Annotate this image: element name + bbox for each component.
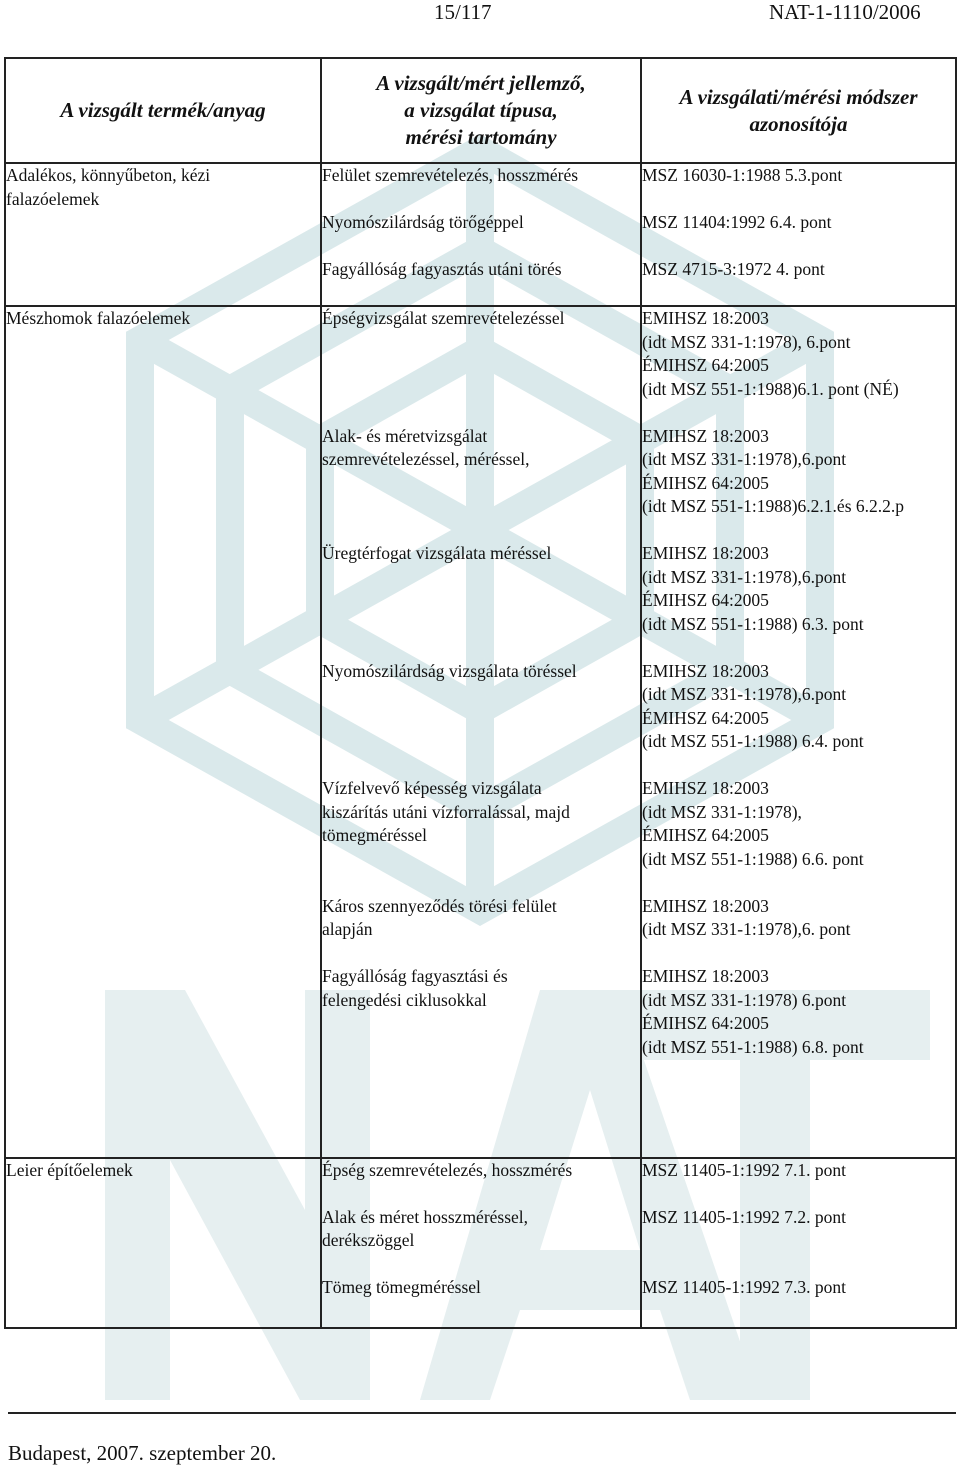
page-number: 15/117 (434, 0, 492, 24)
table-row (5, 163, 956, 306)
table-row (5, 306, 956, 1157)
document-id: NAT-1-1110/2006 (769, 0, 921, 24)
test-item (322, 777, 640, 871)
spacer-line (322, 613, 640, 637)
method-text: MSZ 11405-1:1992 7.2. pont (642, 1206, 847, 1227)
test-text: Üregtérfogat vizsgálata méréssel (322, 543, 552, 564)
method-text: ÉMIHSZ 64:2005 (642, 825, 769, 846)
method-item (642, 1276, 955, 1300)
test-text: Alak- és méretvizsgálat (322, 425, 488, 446)
product-cell (5, 1158, 321, 1328)
method-item (642, 1159, 955, 1183)
spacer-line (322, 730, 640, 754)
test-text: Alak és méret hosszméréssel, (322, 1206, 529, 1227)
test-item (322, 895, 640, 942)
spacer-line (322, 707, 640, 731)
test-text: alapján (322, 919, 373, 940)
method-item (642, 542, 955, 636)
method-text: MSZ 4715-3:1972 4. pont (642, 259, 825, 279)
method-text: ÉMIHSZ 64:2005 (642, 355, 769, 376)
product-cell (5, 306, 321, 1157)
test-cell (321, 1158, 641, 1328)
spacer-line (322, 495, 640, 519)
method-item (642, 258, 955, 282)
method-item (642, 425, 955, 519)
method-text: (idt MSZ 551-1:1988) 6.3. pont (642, 613, 864, 634)
spacer-line (322, 1012, 640, 1036)
test-item (322, 1206, 640, 1253)
spacer-line (322, 589, 640, 613)
footer-divider (8, 1412, 956, 1414)
test-text: Fagyállóság fagyasztási és (322, 966, 508, 987)
product-text: falazóelemek (6, 188, 100, 209)
test-item (322, 307, 640, 401)
method-text: ÉMIHSZ 64:2005 (642, 1013, 769, 1034)
method-text: ÉMIHSZ 64:2005 (642, 707, 769, 728)
test-item (322, 164, 640, 188)
test-item (322, 425, 640, 519)
test-item (322, 660, 640, 754)
test-item (322, 1159, 640, 1183)
test-item (322, 1276, 640, 1300)
test-item (322, 965, 640, 1059)
test-text: tömegméréssel (322, 825, 427, 846)
test-text: Felület szemrevételezés, hosszmérés (322, 165, 579, 185)
product-text: Leier építőelemek (6, 1159, 133, 1180)
table-row (5, 1158, 956, 1328)
method-text: (idt MSZ 331-1:1978),6.pont (642, 684, 847, 705)
column-header-method: A vizsgálati/mérési módszer azonosítója (641, 58, 956, 163)
method-text: (idt MSZ 331-1:1978) 6.pont (642, 989, 847, 1010)
spacer-line (322, 1036, 640, 1060)
method-text: (idt MSZ 331-1:1978), 6.pont (642, 331, 851, 352)
spacer-line (322, 683, 640, 707)
method-text: (idt MSZ 551-1:1988) 6.8. pont (642, 1036, 864, 1057)
test-text: Nyomószilárdság törőgéppel (322, 212, 524, 232)
method-text (642, 1229, 955, 1253)
method-text: (idt MSZ 551-1:1988)6.1. pont (NÉ) (642, 378, 899, 399)
method-item (642, 660, 955, 754)
method-item (642, 211, 955, 235)
method-item (642, 777, 955, 871)
method-text: (idt MSZ 551-1:1988)6.2.1.és 6.2.2.p (642, 496, 905, 517)
method-item (642, 965, 955, 1059)
method-text: EMIHSZ 18:2003 (642, 895, 769, 916)
method-text: MSZ 11404:1992 6.4. pont (642, 212, 832, 232)
product-text: Mészhomok falazóelemek (6, 308, 191, 329)
product-cell (5, 163, 321, 306)
method-text: MSZ 11405-1:1992 7.3. pont (642, 1277, 847, 1298)
test-text: Nyomószilárdság vizsgálata töréssel (322, 660, 577, 681)
test-text: felengedési ciklusokkal (322, 989, 487, 1010)
method-text: EMIHSZ 18:2003 (642, 425, 769, 446)
test-item (322, 211, 640, 235)
method-text: MSZ 11405-1:1992 7.1. pont (642, 1159, 847, 1180)
test-cell (321, 306, 641, 1157)
method-text: (idt MSZ 331-1:1978),6.pont (642, 449, 847, 470)
column-header-test: A vizsgált/mért jellemző, a vizsgálat típusa, mérési tartomány (321, 58, 641, 163)
spacer-line (322, 331, 640, 355)
test-item (322, 542, 640, 636)
spacer-line (322, 848, 640, 872)
method-item (642, 307, 955, 401)
spacer-line (322, 354, 640, 378)
spacer-line (322, 378, 640, 402)
method-item (642, 164, 955, 188)
test-text: Fagyállóság fagyasztás utáni törés (322, 259, 562, 279)
footer-place-date: Budapest, 2007. szeptember 20. (8, 1441, 277, 1465)
method-text: (idt MSZ 331-1:1978),6.pont (642, 566, 847, 587)
method-text: ÉMIHSZ 64:2005 (642, 472, 769, 493)
table-header-row (5, 58, 956, 163)
test-text: Vízfelvevő képesség vizsgálata (322, 778, 542, 799)
method-text: (idt MSZ 551-1:1988) 6.4. pont (642, 731, 864, 752)
method-cell (641, 306, 956, 1157)
method-text: MSZ 16030-1:1988 5.3.pont (642, 165, 843, 185)
test-text: derékszöggel (322, 1230, 415, 1251)
test-item (322, 258, 640, 282)
column-header-product: A vizsgált termék/anyag (5, 58, 321, 163)
test-cell (321, 163, 641, 306)
method-text: EMIHSZ 18:2003 (642, 966, 769, 987)
method-text: EMIHSZ 18:2003 (642, 308, 769, 329)
method-item (642, 895, 955, 942)
method-text: EMIHSZ 18:2003 (642, 543, 769, 564)
method-item (642, 1206, 955, 1253)
test-text: kiszárítás utáni vízforralással, majd (322, 801, 570, 822)
product-text: Adalékos, könnyűbeton, kézi (6, 165, 211, 185)
test-text: Épség szemrevételezés, hosszmérés (322, 1159, 573, 1180)
method-text: (idt MSZ 551-1:1988) 6.6. pont (642, 848, 864, 869)
test-text: Épségvizsgálat szemrevételezéssel (322, 308, 565, 329)
method-text: ÉMIHSZ 64:2005 (642, 590, 769, 611)
method-text: (idt MSZ 331-1:1978), (642, 801, 802, 822)
test-text: Tömeg tömegméréssel (322, 1277, 481, 1298)
test-text: szemrevételezéssel, méréssel, (322, 449, 530, 470)
accreditation-table (4, 57, 957, 1329)
method-text: EMIHSZ 18:2003 (642, 660, 769, 681)
method-cell (641, 163, 956, 306)
spacer-line (322, 566, 640, 590)
method-text: (idt MSZ 331-1:1978),6. pont (642, 919, 851, 940)
method-text: EMIHSZ 18:2003 (642, 778, 769, 799)
method-cell (641, 1158, 956, 1328)
test-text: Káros szennyeződés törési felület (322, 895, 557, 916)
spacer-line (322, 472, 640, 496)
